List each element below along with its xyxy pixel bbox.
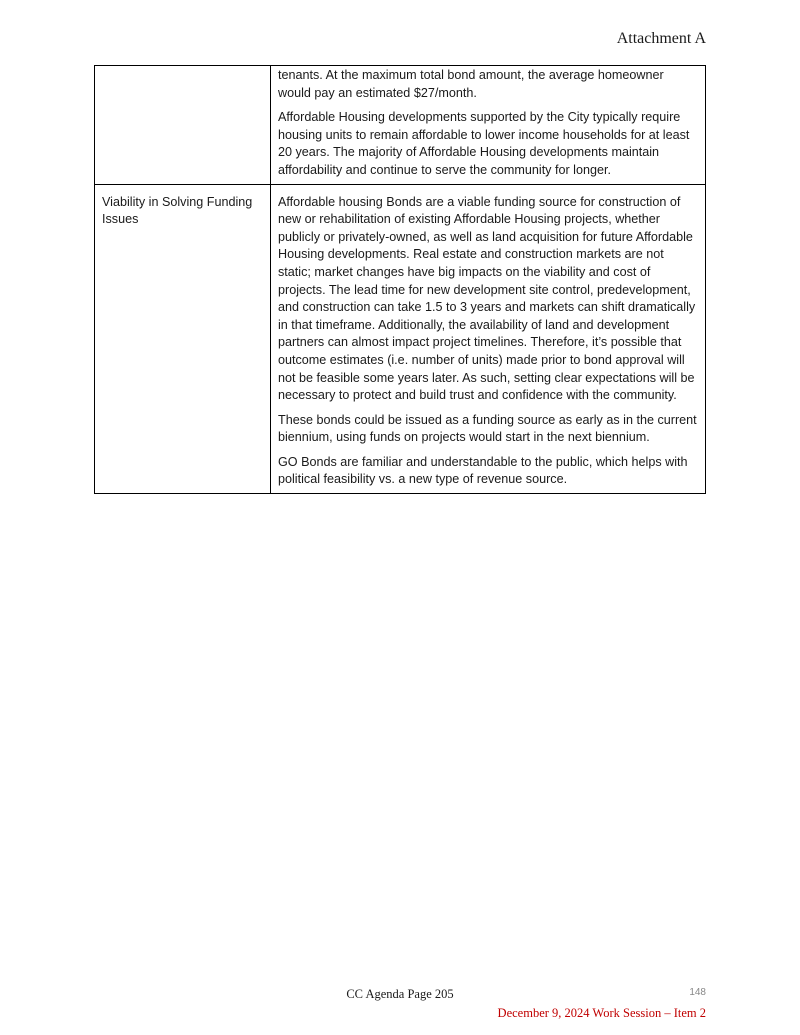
attachment-label: Attachment A xyxy=(616,30,706,47)
table-row xyxy=(95,66,706,185)
paragraph: These bonds could be issued as a funding source as early as in the current biennium, using funds on projects would start in the next biennium. xyxy=(278,412,697,445)
paragraph: Affordable housing Bonds are a viable funding source for construction of new or rehabilitation of existing Affordable Housing projects, whether publicly or privately-owned, as well as land acquisition for future Affordable Housing developments. Real estate and construction markets are not static; market changes have big impacts on the viability and cost of projects. The lead time for new development site control, predevelopment, and construction can take 1.5 to 3 years and markets can shift dramatically in that timeframe. Additionally, the availability of land and development partners can almost impact project timelines. Therefore, it’s possible that outcome estimates (i.e. number of units) made prior to bond approval will not be feasible some years later. As such, setting clear expectations will be necessary to protect and build trust and confidence with the community. xyxy=(278,194,696,403)
row-content-cell xyxy=(271,184,706,494)
row-label-cell xyxy=(95,66,271,185)
session-label: December 9, 2024 Work Session – Item 2 xyxy=(497,1006,706,1020)
paragraph: Affordable Housing developments supported by the City typically require housing units to remain affordable to lower income households for at least 20 years. The majority of Affordable Housing developments maintain affordability and continue to serve the community for longer. xyxy=(278,110,690,177)
criteria-table xyxy=(94,65,706,494)
paragraph: GO Bonds are familiar and understandable to the public, which helps with political feasibility vs. a new type of revenue source. xyxy=(278,454,688,487)
page-number: 148 xyxy=(689,987,706,998)
agenda-page-label: CC Agenda Page 205 xyxy=(346,987,454,1001)
paragraph: tenants. At the maximum total bond amount, the average homeowner would pay an estimated $27/month. xyxy=(278,68,664,100)
table-row xyxy=(95,184,706,494)
row-label-cell: Viability in Solving Funding Issues xyxy=(95,184,271,494)
row-content-cell xyxy=(271,66,706,185)
